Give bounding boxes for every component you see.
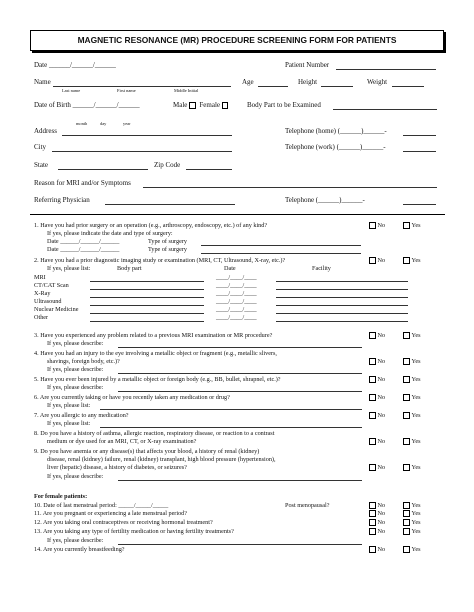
q1-text: 1. Have you had prior surgery or an operation (e.g., arthroscopy, endoscopy, etc.) of any kind?: [34, 222, 268, 229]
q2-date-field[interactable]: ____/____/____: [216, 298, 257, 305]
q3-text: 3. Have you experienced any problem related to a previous MRI examination or MR procedure?: [34, 332, 273, 339]
zip-label: Zip Code: [154, 161, 181, 169]
q3-no-label: No: [377, 332, 386, 339]
q2-body-part-field[interactable]: [90, 289, 204, 290]
q2-row-label: X-Ray: [34, 290, 51, 297]
q7-yes[interactable]: [403, 412, 421, 419]
q10-text: 10. Date of last menstrual period: _____/_____/_____: [34, 502, 169, 509]
q1-yes-label: Yes: [411, 222, 421, 229]
q5-followup: If yes, please describe:: [47, 384, 104, 391]
q2-row-label: Other: [34, 314, 49, 321]
q2-body-part-field[interactable]: [90, 297, 204, 298]
q5-describe-field[interactable]: [118, 391, 362, 392]
q2-facility-field[interactable]: [276, 321, 408, 322]
form-title: MAGNETIC RESONANCE (MR) PROCEDURE SCREENING FORM FOR PATIENTS: [77, 35, 397, 45]
q9-followup: If yes, please describe:: [47, 473, 104, 480]
q12-yes[interactable]: [403, 519, 421, 526]
q9-yes-checkbox[interactable]: [403, 464, 410, 471]
q14-no-label: No: [377, 546, 386, 553]
q4-no-checkbox[interactable]: [369, 358, 376, 365]
q10-no[interactable]: [369, 502, 385, 509]
q2-no[interactable]: [369, 257, 385, 264]
q14-no-checkbox[interactable]: [369, 546, 376, 553]
q1-yes-checkbox[interactable]: [403, 222, 410, 229]
q5-yes-checkbox[interactable]: [403, 376, 410, 383]
q2-no-checkbox[interactable]: [369, 257, 376, 264]
q4-yes-checkbox[interactable]: [403, 358, 410, 365]
male-label: Male: [173, 101, 188, 109]
q9-text-cont-2: liver (hepatic) disease, a history of diabetes, or seizures?: [47, 464, 187, 471]
q2-no-label: No: [377, 257, 386, 264]
date-label: Date ______/______/______: [34, 61, 116, 69]
q4-no[interactable]: [369, 358, 385, 365]
height-field[interactable]: [321, 86, 353, 87]
q4-followup: If yes, please describe:: [47, 366, 104, 373]
q1-date-2: Date ______/______/______: [47, 246, 120, 253]
last-name-caption: Last name: [62, 88, 81, 93]
q1-surgery-1-label: Type of surgery: [148, 238, 187, 245]
q2-facility-field[interactable]: [276, 281, 408, 282]
q10-no-label: No: [377, 502, 386, 509]
q14-yes-checkbox[interactable]: [403, 546, 410, 553]
q4-yes[interactable]: [403, 358, 421, 365]
q9-text-cont-1: disease, renal (kidney) failure, renal (kidney) transplant, high blood pressure (hypertension),: [47, 456, 276, 463]
q3-yes[interactable]: [403, 332, 421, 339]
q11-no-label: No: [377, 510, 386, 517]
q8-no[interactable]: [369, 438, 385, 445]
q13-yes[interactable]: [403, 528, 421, 535]
q4-yes-label: Yes: [411, 358, 421, 365]
q1-yes[interactable]: [403, 222, 421, 229]
q8-yes-label: Yes: [411, 438, 421, 445]
q9-text: 9. Do you have anemia or any disease(s) that affects your blood, a history of renal (kidney): [34, 448, 260, 455]
q2-date-field[interactable]: ____/____/____: [216, 290, 257, 297]
q2-row-label: Ultrasound: [34, 298, 62, 305]
q9-yes-label: Yes: [411, 464, 421, 471]
male-option[interactable]: [173, 101, 230, 109]
q1-surgery-2-label: Type of surgery: [148, 246, 187, 253]
telephone-field[interactable]: [403, 204, 436, 205]
state-field[interactable]: [58, 169, 148, 170]
dob-label: Date of Birth ______/______/______: [34, 101, 140, 109]
q7-yes-checkbox[interactable]: [403, 412, 410, 419]
q11-no[interactable]: [369, 510, 385, 517]
patient-number-label: Patient Number: [285, 61, 330, 69]
weight-label: Weight: [367, 78, 388, 86]
q9-no[interactable]: [369, 464, 385, 471]
q13-yes-checkbox[interactable]: [403, 528, 410, 535]
q2-facility-field[interactable]: [276, 297, 408, 298]
q9-yes[interactable]: [403, 464, 421, 471]
day-caption: day: [100, 121, 107, 126]
reason-label: Reason for MRI and/or Symptoms: [34, 179, 131, 187]
q13-followup: If yes, please describe:: [47, 537, 104, 544]
q7-no-checkbox[interactable]: [369, 412, 376, 419]
q2-yes[interactable]: [403, 257, 421, 264]
q5-yes[interactable]: [403, 376, 421, 383]
q6-yes-checkbox[interactable]: [403, 394, 410, 401]
q6-yes[interactable]: [403, 394, 421, 401]
q7-text: 7. Are you allergic to any medication?: [34, 412, 129, 419]
telephone-home-field[interactable]: [403, 135, 436, 136]
q2-row-label: MRI: [34, 274, 46, 281]
q12-no[interactable]: [369, 519, 385, 526]
weight-field[interactable]: [392, 86, 424, 87]
q1-surgery-2-field[interactable]: [201, 253, 361, 254]
q10-yes[interactable]: [403, 502, 421, 509]
q12-no-label: No: [377, 519, 386, 526]
q8-text-cont: medium or dye used for an MRI, CT, or X-ray examination?: [47, 438, 197, 445]
q5-no-label: No: [377, 376, 386, 383]
name-field[interactable]: [53, 86, 231, 87]
q2-row-label: CT/CAT Scan: [34, 282, 69, 289]
q8-text: 8. Do you have a history of asthma, allergic reaction, respiratory disease, or reaction to a contrast: [34, 430, 275, 437]
q7-followup: If yes, please list:: [47, 420, 91, 427]
q1-no-checkbox[interactable]: [369, 222, 376, 229]
q5-no[interactable]: [369, 376, 385, 383]
q1-no-label: No: [377, 222, 386, 229]
q2-facility-field[interactable]: [276, 313, 408, 314]
q13-no[interactable]: [369, 528, 385, 535]
q11-yes-label: Yes: [411, 510, 421, 517]
body-part-label: Body Part to be Examined: [247, 101, 321, 109]
q12-no-checkbox[interactable]: [369, 519, 376, 526]
state-label: State: [34, 161, 48, 169]
q13-no-checkbox[interactable]: [369, 528, 376, 535]
q2-date-field[interactable]: ____/____/____: [216, 314, 257, 321]
q2-date-field[interactable]: ____/____/____: [216, 306, 257, 313]
q14-text: 14. Are you currently breastfeeding?: [34, 546, 125, 553]
q1-followup: If yes, please indicate the date and type of surgery:: [47, 230, 173, 237]
q13-yes-label: Yes: [411, 528, 421, 535]
q2-facility-field[interactable]: [276, 289, 408, 290]
q12-text: 12. Are you taking oral contraceptives or receiving hormonal treatment?: [34, 519, 213, 526]
q1-surgery-1-field[interactable]: [201, 245, 361, 246]
reason-field[interactable]: [143, 187, 437, 188]
q14-yes-label: Yes: [411, 546, 421, 553]
q2-yes-checkbox[interactable]: [403, 257, 410, 264]
q13-text: 13. Are you taking any type of fertility medication or having fertility treatments?: [34, 528, 234, 535]
city-label: City: [34, 143, 47, 151]
q2-date-field[interactable]: ____/____/____: [216, 274, 257, 281]
first-name-caption: First name: [117, 88, 136, 93]
q4-text: 4. Have you had an injury to the eye involving a metallic object or fragment (e.g., metallic slivers,: [34, 350, 277, 357]
q2-facility-header: Facility: [312, 265, 331, 272]
patient-number-field[interactable]: [336, 69, 436, 70]
q7-yes-label: Yes: [411, 412, 421, 419]
q10-yes-label: Yes: [411, 502, 421, 509]
q11-yes[interactable]: [403, 510, 421, 517]
telephone-work-label: Telephone (work) (______)______-: [285, 143, 386, 151]
middle-initial-caption: Middle Initial: [174, 88, 199, 93]
telephone-home-label: Telephone (home) (______)______-: [285, 127, 387, 135]
month-caption: month: [76, 121, 88, 126]
q9-no-checkbox[interactable]: [369, 464, 376, 471]
q11-no-checkbox[interactable]: [369, 510, 376, 517]
q14-yes[interactable]: [403, 546, 421, 553]
q12-yes-checkbox[interactable]: [403, 519, 410, 526]
q3-followup: If yes, please describe:: [47, 340, 104, 347]
q8-yes-checkbox[interactable]: [403, 438, 410, 445]
telephone-label: Telephone (______)______-: [285, 196, 365, 204]
q12-yes-label: Yes: [411, 519, 421, 526]
name-label: Name: [34, 78, 51, 86]
q2-yes-label: Yes: [411, 257, 421, 264]
post-menopausal-label: Post menopausal?: [285, 502, 330, 509]
q2-facility-field[interactable]: [276, 305, 408, 306]
telephone-work-field[interactable]: [403, 151, 436, 152]
city-field[interactable]: [52, 151, 232, 152]
q8-no-checkbox[interactable]: [369, 438, 376, 445]
q6-no[interactable]: [369, 394, 385, 401]
q11-yes-checkbox[interactable]: [403, 510, 410, 517]
q3-no-checkbox[interactable]: [369, 332, 376, 339]
q7-no[interactable]: [369, 412, 385, 419]
address-field[interactable]: [62, 135, 232, 136]
male-checkbox[interactable]: [189, 102, 196, 109]
q2-date-header: Date: [224, 265, 236, 272]
q2-body-part-field[interactable]: [90, 305, 204, 306]
referring-label: Referring Physician: [34, 196, 90, 204]
q2-date-field[interactable]: ____/____/____: [216, 282, 257, 289]
body-part-field[interactable]: [333, 109, 437, 110]
year-caption: year: [123, 121, 131, 126]
female-label: Female: [199, 101, 220, 109]
height-label: Height: [298, 78, 318, 86]
q2-text: 2. Have you had a prior diagnostic imaging study or examination (MRI, CT, Ultrasound, X-ray, etc.)?: [34, 257, 286, 264]
q2-body-part-field[interactable]: [90, 321, 204, 322]
q1-date-1: Date ______/______/______: [47, 238, 120, 245]
q3-no[interactable]: [369, 332, 385, 339]
age-field[interactable]: [258, 86, 288, 87]
q6-no-label: No: [377, 394, 386, 401]
zip-field[interactable]: [186, 169, 232, 170]
q8-no-label: No: [377, 438, 386, 445]
referring-field[interactable]: [105, 204, 235, 205]
q3-yes-label: Yes: [411, 332, 421, 339]
q2-followup: If yes, please list:: [47, 265, 91, 272]
address-label: Address: [34, 127, 57, 135]
q8-yes[interactable]: [403, 438, 421, 445]
q3-describe-field[interactable]: [118, 347, 362, 348]
q6-text: 6. Are you currently taking or have you recently taken any medication or drug?: [34, 394, 230, 401]
q2-body-part-field[interactable]: [90, 281, 204, 282]
q9-describe-field[interactable]: [118, 480, 362, 481]
age-label: Age: [242, 78, 254, 86]
q6-followup: If yes, please list:: [47, 402, 91, 409]
q11-text: 11. Are you pregnant or experiencing a late menstrual period?: [34, 510, 188, 517]
q4-text-cont: shavings, foreign body, etc.)?: [47, 358, 120, 365]
q6-yes-label: Yes: [411, 394, 421, 401]
female-checkbox[interactable]: [222, 102, 229, 109]
q10-yes-checkbox[interactable]: [403, 502, 410, 509]
q10-no-checkbox[interactable]: [369, 502, 376, 509]
form-title-box: [30, 30, 444, 51]
q7-list-field[interactable]: [100, 427, 362, 428]
q4-describe-field[interactable]: [118, 373, 362, 374]
q3-yes-checkbox[interactable]: [403, 332, 410, 339]
q13-describe-field[interactable]: [118, 544, 362, 545]
female-heading: For female patients:: [34, 493, 88, 500]
q5-yes-label: Yes: [411, 376, 421, 383]
q6-list-field[interactable]: [100, 409, 362, 410]
q4-no-label: No: [377, 358, 386, 365]
section-divider: [30, 214, 445, 215]
q5-no-checkbox[interactable]: [369, 376, 376, 383]
q1-no[interactable]: [369, 222, 385, 229]
q13-no-label: No: [377, 528, 386, 535]
q2-row-label: Nuclear Medicine: [34, 306, 79, 313]
q7-no-label: No: [377, 412, 386, 419]
q5-text: 5. Have you ever been injured by a metallic object or foreign body (e.g., BB, bullet, shrapnel, etc.)?: [34, 376, 281, 383]
q2-body-part-field[interactable]: [90, 313, 204, 314]
q14-no[interactable]: [369, 546, 385, 553]
q6-no-checkbox[interactable]: [369, 394, 376, 401]
q2-body-part-header: Body part: [117, 265, 142, 272]
q9-no-label: No: [377, 464, 386, 471]
